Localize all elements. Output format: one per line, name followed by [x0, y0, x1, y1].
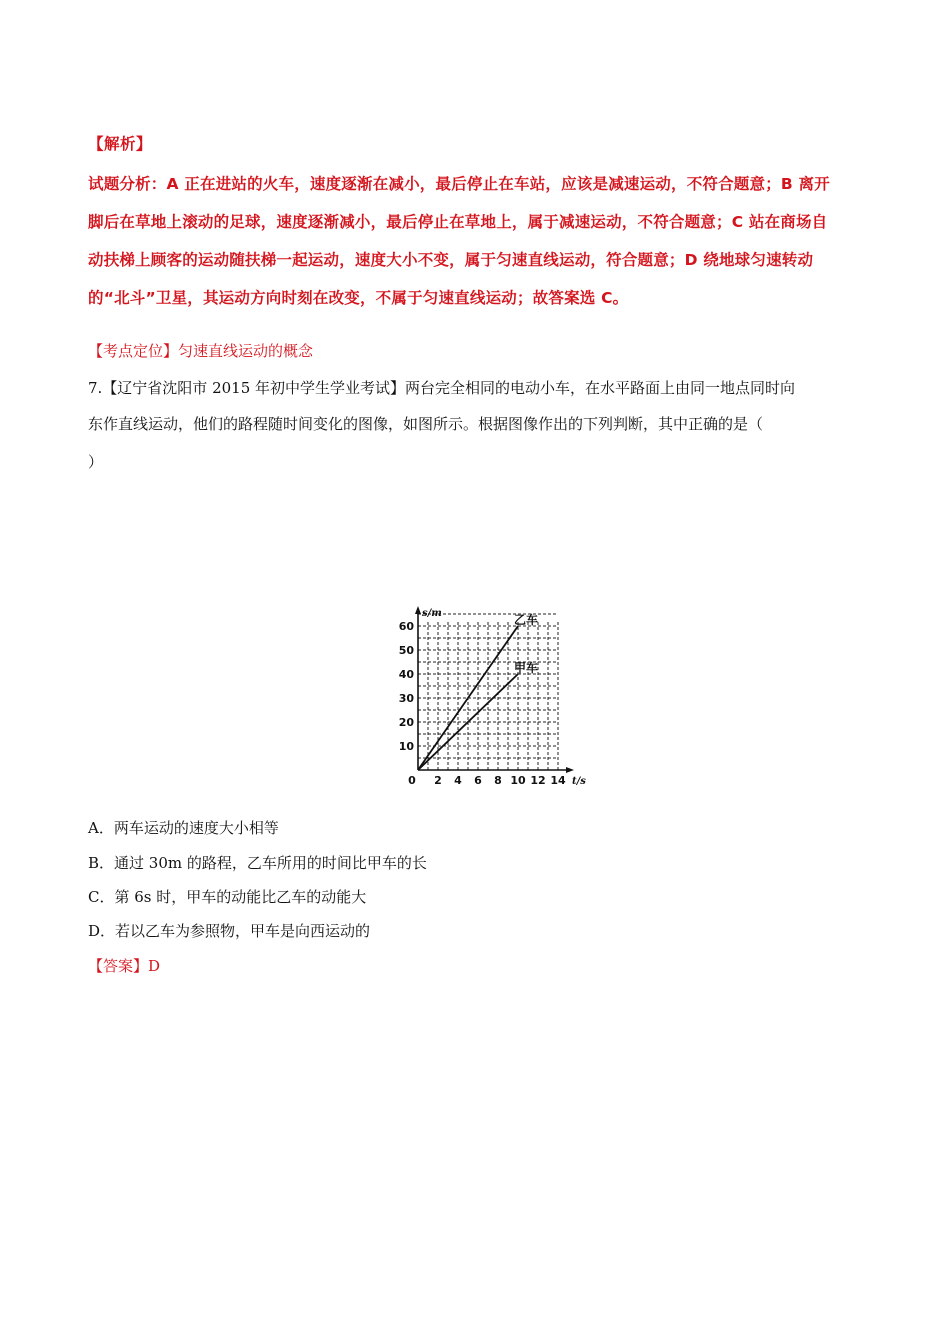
x-tick-label: 12 — [530, 774, 546, 787]
series-label: 甲车 — [514, 661, 539, 675]
question-line-3: ） — [88, 453, 104, 471]
series-label: 乙车 — [514, 613, 539, 627]
analysis-line-4: 的“北斗”卫星，其运动方向时刻在改变，不属于匀速直线运动；故答案选 C。 — [88, 289, 629, 307]
analysis-line-3: 动扶梯上顾客的运动随扶梯一起运动，速度大小不变，属于匀速直线运动，符合题意；D 绕地球匀速转动 — [88, 251, 814, 269]
option-b: B．通过 30m 的路程，乙车所用的时间比甲车的长 — [88, 854, 427, 872]
x-tick-label: 14 — [550, 774, 566, 787]
y-tick-label: 10 — [398, 740, 414, 753]
y-tick-label: 50 — [398, 644, 414, 657]
x-tick-label: 4 — [454, 774, 462, 787]
question-line-1: 7.【辽宁省沈阳市 2015 年初中学生学业考试】两台完全相同的电动小车，在水平路面上由同一地点同时向 — [88, 379, 796, 397]
analysis-line-1: 试题分析：A 正在进站的火车，速度逐渐在减小，最后停止在车站，应该是减速运动，不符合题意；B 离开 — [88, 175, 830, 193]
option-a: A．两车运动的速度大小相等 — [88, 819, 279, 837]
x-tick-label: 0 — [408, 774, 416, 787]
y-tick-label: 40 — [398, 668, 414, 681]
x-tick-label: 10 — [510, 774, 526, 787]
y-axis-label: s/m — [422, 608, 442, 619]
analysis-block — [80, 128, 880, 318]
kaodian-label: 【考点定位】 — [88, 342, 179, 360]
kaodian-text: 匀速直线运动的概念 — [178, 342, 314, 360]
watermark-1 — [597, 147, 610, 173]
y-tick-label: 20 — [398, 716, 414, 729]
answer-label: 【答案】 — [88, 957, 149, 975]
y-axis-arrow — [415, 606, 421, 614]
question-line-2: 东作直线运动，他们的路程随时间变化的图像，如图所示。根据图像作出的下列判断，其中正确的是（ — [88, 415, 764, 433]
kaodian-line — [88, 340, 313, 361]
x-tick-label: 8 — [494, 774, 502, 787]
analysis-heading: 【解析】 — [88, 135, 153, 153]
x-axis-arrow — [566, 767, 574, 773]
option-c: C．第 6s 时，甲车的动能比乙车的动能大 — [88, 888, 367, 906]
distance-time-chart — [380, 602, 586, 792]
answer-value: D — [148, 957, 161, 975]
chart-svg — [380, 602, 586, 792]
x-tick-label: 2 — [434, 774, 442, 787]
analysis-line-2: 脚后在草地上滚动的足球，速度逐渐减小，最后停止在草地上，属于减速运动，不符合题意；C 站在商场自 — [88, 213, 828, 231]
y-tick-label: 30 — [398, 692, 414, 705]
option-d: D．若以乙车为参照物，甲车是向西运动的 — [88, 922, 371, 940]
y-tick-label: 60 — [398, 620, 414, 633]
x-tick-label: 6 — [474, 774, 482, 787]
answer-line — [88, 955, 160, 976]
x-axis-label: t/s — [572, 776, 586, 787]
